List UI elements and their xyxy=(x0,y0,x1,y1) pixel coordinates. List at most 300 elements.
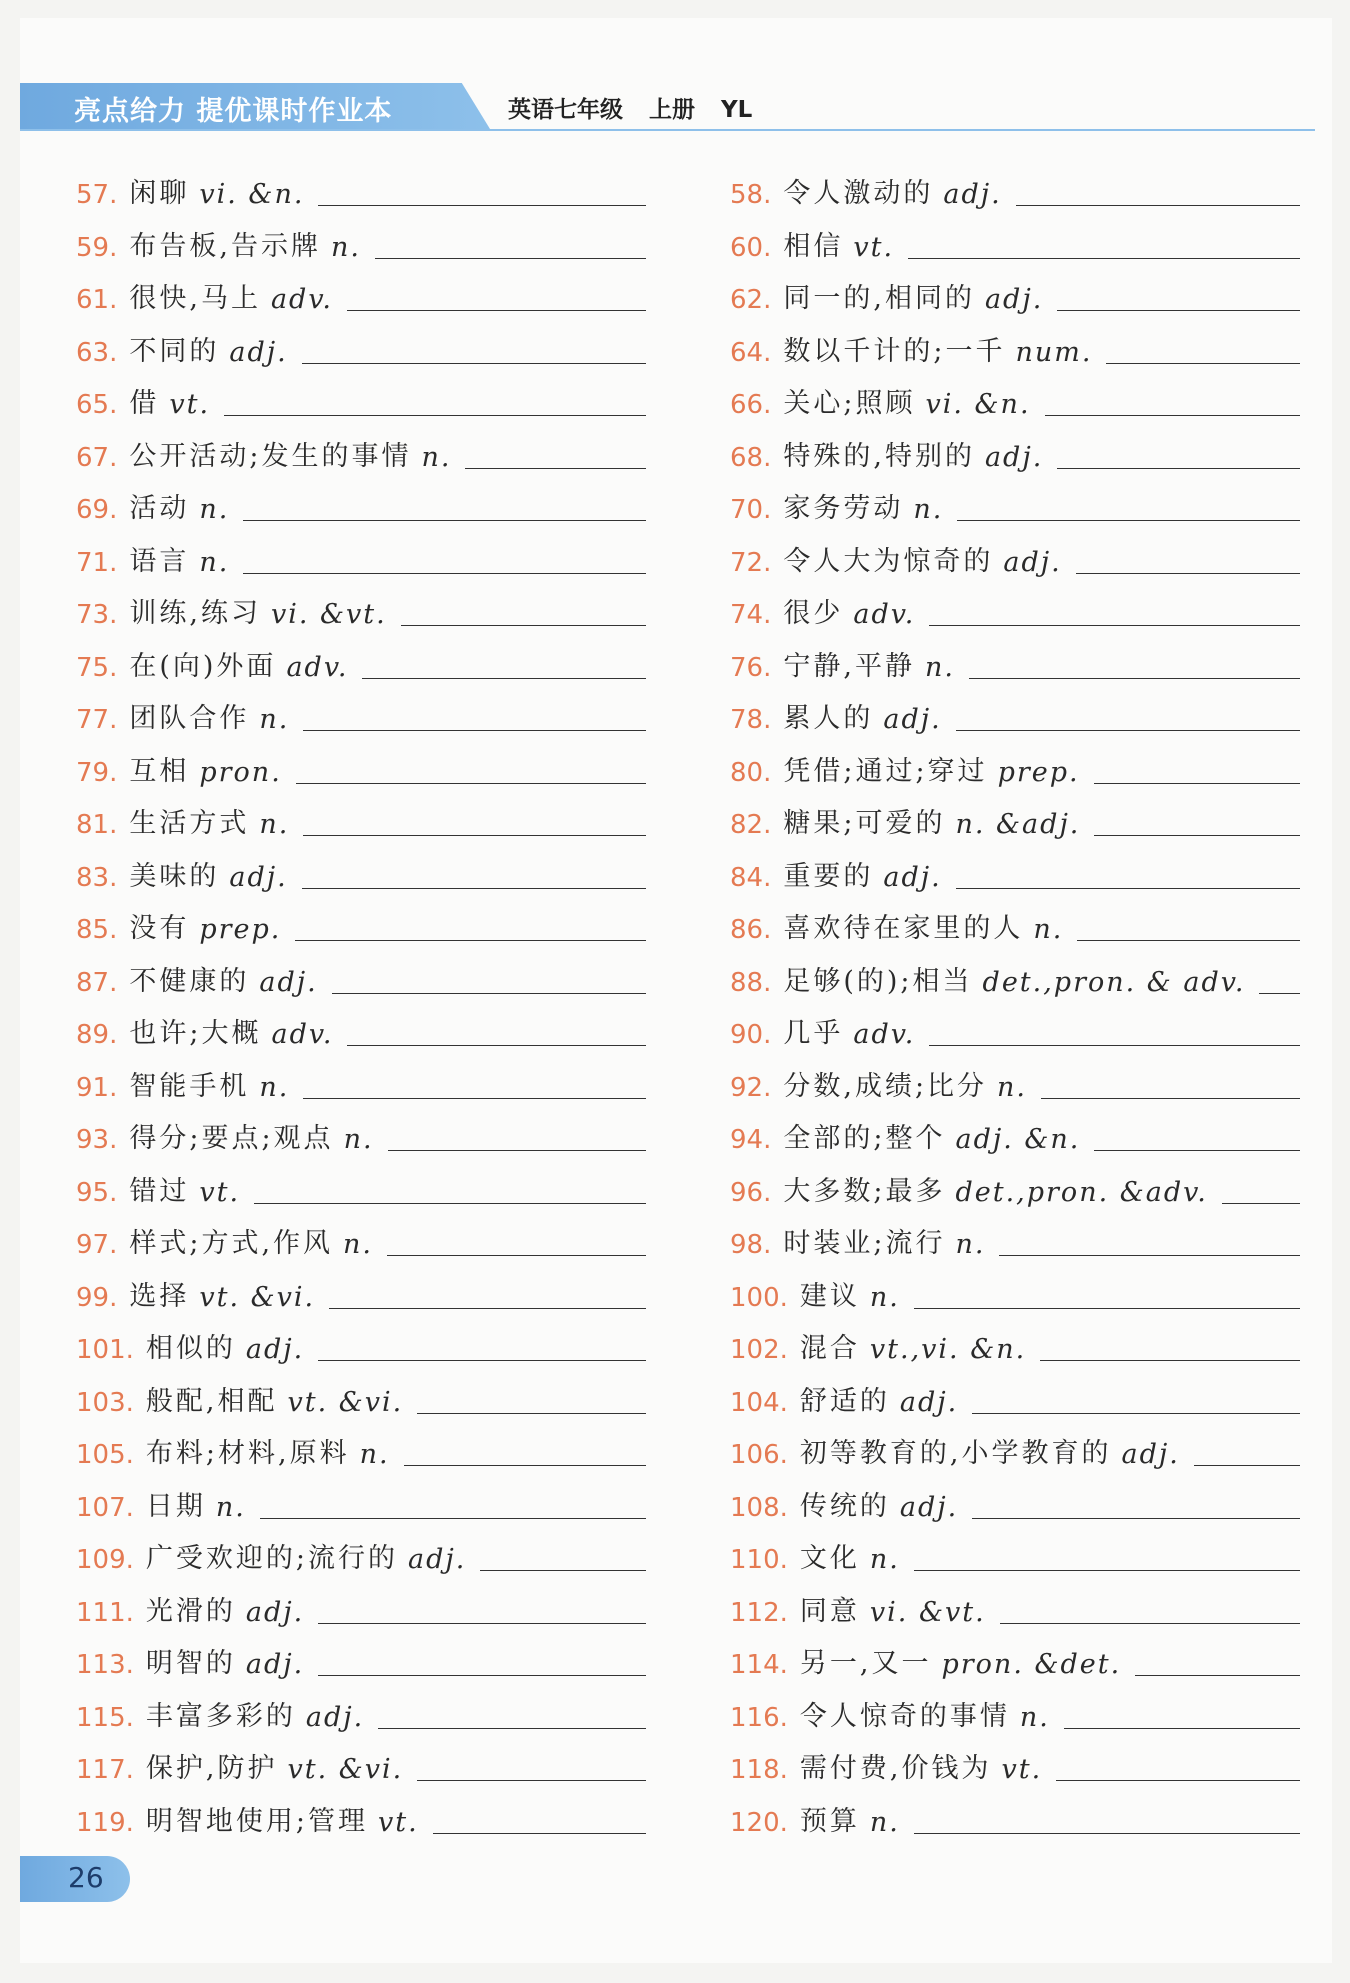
item-number: 117. xyxy=(76,1755,134,1785)
item-meaning: 般配,相配 xyxy=(145,1385,278,1417)
vocab-item xyxy=(730,901,1300,945)
answer-blank[interactable] xyxy=(302,362,646,364)
item-meaning: 智能手机 xyxy=(129,1070,250,1102)
item-number: 98. xyxy=(730,1230,772,1260)
answer-blank[interactable] xyxy=(296,782,646,784)
answer-blank[interactable] xyxy=(1056,1779,1300,1781)
worksheet-page xyxy=(20,18,1332,1963)
vocab-item xyxy=(730,1111,1300,1155)
answer-blank[interactable] xyxy=(972,1517,1300,1519)
answer-blank[interactable] xyxy=(972,1412,1300,1414)
item-meaning: 没有 xyxy=(129,913,190,944)
item-part-of-speech: adv. xyxy=(270,284,333,315)
answer-blank[interactable] xyxy=(347,1044,646,1046)
item-part-of-speech: adv. xyxy=(853,599,916,630)
item-part-of-speech: adj. xyxy=(883,861,942,893)
item-part-of-speech: n. xyxy=(997,1071,1028,1103)
item-meaning: 日期 xyxy=(145,1490,206,1522)
item-meaning: 借 xyxy=(129,388,160,419)
item-part-of-speech: adj. xyxy=(408,1544,467,1575)
item-part-of-speech: vt. xyxy=(853,231,895,263)
item-number: 73. xyxy=(76,600,118,630)
item-number: 80. xyxy=(730,757,772,788)
item-meaning: 相似的 xyxy=(145,1333,236,1364)
item-meaning: 在(向)外面 xyxy=(129,650,277,682)
item-meaning: 累人的 xyxy=(783,703,874,734)
brand-title: 亮点给力 提优课时作业本 xyxy=(74,96,393,127)
item-number: 60. xyxy=(730,232,772,263)
answer-blank[interactable] xyxy=(401,624,646,626)
item-number: 106. xyxy=(730,1440,788,1470)
item-number: 120. xyxy=(730,1807,788,1838)
answer-blank[interactable] xyxy=(914,1832,1300,1834)
vocab-item xyxy=(76,324,646,368)
item-part-of-speech: adj. xyxy=(883,704,942,735)
item-meaning: 活动 xyxy=(129,493,190,524)
item-part-of-speech: det.,pron. &adv. xyxy=(955,1176,1208,1208)
item-part-of-speech: vt. xyxy=(1001,1754,1043,1785)
item-number: 76. xyxy=(730,652,772,683)
item-meaning: 全部的;整个 xyxy=(783,1123,946,1154)
item-meaning: 大多数;最多 xyxy=(783,1175,946,1207)
vocab-item xyxy=(76,429,646,473)
item-meaning: 错过 xyxy=(129,1175,190,1207)
vocab-item xyxy=(730,744,1300,788)
item-meaning: 传统的 xyxy=(799,1490,890,1522)
item-part-of-speech: adj. xyxy=(899,1386,959,1418)
item-meaning: 家务劳动 xyxy=(783,493,904,524)
vocab-item xyxy=(76,1584,646,1628)
item-part-of-speech: n. xyxy=(869,1806,900,1838)
item-number: 109. xyxy=(76,1545,134,1575)
item-meaning: 预算 xyxy=(799,1805,860,1837)
vocab-item xyxy=(730,586,1300,630)
answer-blank[interactable] xyxy=(1057,467,1300,469)
answer-blank[interactable] xyxy=(224,414,646,416)
vocabulary-list xyxy=(76,166,1316,1846)
vocab-item xyxy=(730,1794,1300,1838)
vocab-item xyxy=(76,1374,646,1418)
item-number: 87. xyxy=(76,967,118,998)
item-part-of-speech: n. xyxy=(259,809,290,840)
item-number: 66. xyxy=(730,390,772,420)
answer-blank[interactable] xyxy=(1077,939,1300,941)
answer-blank[interactable] xyxy=(999,1254,1300,1256)
item-part-of-speech: vi. &vt. xyxy=(270,599,387,630)
item-meaning: 特殊的,特别的 xyxy=(783,440,975,472)
vocab-item xyxy=(730,1216,1300,1260)
vocab-item xyxy=(76,166,646,210)
page-number-tab xyxy=(20,1856,130,1902)
item-part-of-speech: n. xyxy=(199,546,230,578)
answer-blank[interactable] xyxy=(1222,1202,1300,1204)
item-part-of-speech: adj. xyxy=(984,441,1044,473)
item-meaning: 喜欢待在家里的人 xyxy=(783,913,1024,944)
answer-blank[interactable] xyxy=(914,1307,1300,1309)
item-number: 58. xyxy=(730,180,772,210)
item-part-of-speech: vt. &vi. xyxy=(287,1754,404,1785)
item-part-of-speech: adj. xyxy=(984,284,1044,315)
answer-blank[interactable] xyxy=(417,1412,646,1414)
item-part-of-speech: n. xyxy=(869,1544,900,1575)
answer-blank[interactable] xyxy=(303,729,646,731)
item-part-of-speech: n. xyxy=(421,441,452,473)
vocab-item xyxy=(76,691,646,735)
answer-blank[interactable] xyxy=(929,624,1300,626)
item-meaning: 样式;方式,作风 xyxy=(129,1228,334,1259)
vocab-item xyxy=(730,1689,1300,1733)
answer-blank[interactable] xyxy=(318,1622,646,1624)
item-meaning: 足够(的);相当 xyxy=(783,965,973,997)
vocab-item xyxy=(76,1111,646,1155)
answer-blank[interactable] xyxy=(332,992,646,994)
vocab-item xyxy=(76,901,646,945)
item-part-of-speech: n. xyxy=(359,1439,390,1470)
vocab-item xyxy=(730,376,1300,420)
vocab-item xyxy=(76,1531,646,1575)
vocab-item xyxy=(76,954,646,998)
answer-blank[interactable] xyxy=(302,887,646,889)
answer-blank[interactable] xyxy=(1057,309,1300,311)
vocab-item xyxy=(76,271,646,315)
item-number: 99. xyxy=(76,1282,118,1313)
item-number: 105. xyxy=(76,1440,134,1470)
item-number: 107. xyxy=(76,1492,134,1523)
item-part-of-speech: vt. &vi. xyxy=(199,1281,316,1313)
vocab-item xyxy=(730,1741,1300,1785)
item-part-of-speech: adj. xyxy=(305,1701,365,1733)
answer-blank[interactable] xyxy=(956,729,1300,731)
item-meaning: 很快,马上 xyxy=(129,283,261,314)
item-number: 84. xyxy=(730,862,772,893)
item-part-of-speech: vt.,vi. &n. xyxy=(869,1334,1027,1365)
answer-blank[interactable] xyxy=(347,309,646,311)
item-meaning: 选择 xyxy=(129,1280,190,1312)
item-meaning: 另一,又一 xyxy=(799,1648,932,1679)
item-part-of-speech: adj. xyxy=(1121,1439,1180,1470)
item-number: 78. xyxy=(730,705,772,735)
item-part-of-speech: adj. xyxy=(229,336,288,368)
item-part-of-speech: adj. xyxy=(245,1649,305,1680)
answer-blank[interactable] xyxy=(1016,204,1300,206)
vocab-item xyxy=(730,219,1300,263)
item-number: 74. xyxy=(730,600,772,630)
item-part-of-speech: n. xyxy=(343,1229,374,1260)
item-number: 72. xyxy=(730,547,772,578)
answer-blank[interactable] xyxy=(243,519,646,521)
item-meaning: 关心;照顾 xyxy=(783,388,916,419)
item-number: 69. xyxy=(76,495,118,525)
item-meaning: 布料;材料,原料 xyxy=(145,1438,350,1469)
item-number: 82. xyxy=(730,810,772,840)
item-number: 85. xyxy=(76,915,118,945)
item-meaning: 需付费,价钱为 xyxy=(799,1753,992,1784)
item-meaning: 同一的,相同的 xyxy=(783,283,975,314)
item-meaning: 美味的 xyxy=(129,860,220,892)
item-number: 65. xyxy=(76,390,118,420)
item-meaning: 互相 xyxy=(129,755,190,787)
vocab-item xyxy=(730,1584,1300,1628)
answer-blank[interactable] xyxy=(914,1569,1300,1571)
item-part-of-speech: det.,pron. & adv. xyxy=(982,966,1246,998)
item-part-of-speech: n. xyxy=(924,651,955,683)
item-part-of-speech: n. xyxy=(869,1281,900,1313)
item-meaning: 宁静,平静 xyxy=(783,650,915,682)
item-number: 81. xyxy=(76,810,118,840)
item-part-of-speech: adj. xyxy=(245,1596,305,1628)
item-meaning: 相信 xyxy=(783,230,844,262)
item-number: 67. xyxy=(76,442,118,473)
answer-blank[interactable] xyxy=(260,1517,646,1519)
answer-blank[interactable] xyxy=(1106,362,1300,364)
item-number: 88. xyxy=(730,967,772,998)
item-part-of-speech: adv. xyxy=(271,1019,334,1050)
vocab-item xyxy=(730,691,1300,735)
vocab-item xyxy=(730,849,1300,893)
item-number: 68. xyxy=(730,442,772,473)
item-part-of-speech: n. xyxy=(259,1071,290,1103)
answer-blank[interactable] xyxy=(1094,782,1300,784)
item-meaning: 令人大为惊奇的 xyxy=(783,545,994,577)
item-part-of-speech: adv. xyxy=(853,1019,916,1050)
item-number: 77. xyxy=(76,705,118,735)
item-meaning: 丰富多彩的 xyxy=(145,1700,296,1732)
item-number: 86. xyxy=(730,915,772,945)
item-meaning: 光滑的 xyxy=(145,1595,236,1627)
item-meaning: 布告板,告示牌 xyxy=(129,230,321,262)
vocab-item xyxy=(76,1006,646,1050)
page-number: 26 xyxy=(68,1861,104,1894)
item-part-of-speech: prep. xyxy=(199,914,282,945)
item-meaning: 不同的 xyxy=(129,335,220,367)
answer-blank[interactable] xyxy=(480,1569,646,1571)
item-number: 59. xyxy=(76,232,118,263)
vocab-item xyxy=(76,481,646,525)
vocab-item xyxy=(76,796,646,840)
item-number: 116. xyxy=(730,1702,788,1733)
vocab-item xyxy=(76,376,646,420)
answer-blank[interactable] xyxy=(908,257,1300,259)
item-number: 91. xyxy=(76,1072,118,1103)
header-rule xyxy=(20,129,1315,131)
vocab-item xyxy=(730,271,1300,315)
answer-blank[interactable] xyxy=(362,677,646,679)
item-meaning: 不健康的 xyxy=(129,965,250,997)
answer-blank[interactable] xyxy=(1094,834,1300,836)
item-number: 89. xyxy=(76,1020,118,1050)
item-meaning: 混合 xyxy=(799,1333,860,1364)
item-number: 63. xyxy=(76,337,118,368)
item-meaning: 得分;要点;观点 xyxy=(129,1123,334,1154)
vocab-item xyxy=(730,1321,1300,1365)
item-meaning: 也许;大概 xyxy=(129,1018,262,1049)
item-meaning: 很少 xyxy=(783,598,844,629)
item-number: 79. xyxy=(76,757,118,788)
vocab-item xyxy=(730,481,1300,525)
answer-blank[interactable] xyxy=(417,1779,646,1781)
vocab-item xyxy=(730,1164,1300,1208)
vocab-item xyxy=(76,1216,646,1260)
vocab-item xyxy=(730,1269,1300,1313)
item-meaning: 明智地使用;管理 xyxy=(145,1805,368,1837)
answer-blank[interactable] xyxy=(295,939,646,941)
item-meaning: 训练,练习 xyxy=(129,598,261,629)
item-part-of-speech: vi. &n. xyxy=(199,179,305,210)
item-meaning: 闲聊 xyxy=(129,178,190,209)
item-part-of-speech: vt. xyxy=(378,1806,419,1838)
item-part-of-speech: pron. xyxy=(199,756,282,788)
item-number: 104. xyxy=(730,1387,788,1418)
answer-blank[interactable] xyxy=(1041,1097,1300,1099)
answer-blank[interactable] xyxy=(1259,992,1300,994)
item-part-of-speech: num. xyxy=(1015,336,1093,368)
item-part-of-speech: n. xyxy=(955,1229,986,1260)
answer-blank[interactable] xyxy=(433,1832,646,1834)
item-number: 70. xyxy=(730,495,772,525)
item-meaning: 凭借;通过;穿过 xyxy=(783,755,988,787)
item-part-of-speech: adj. xyxy=(943,179,1002,210)
item-number: 101. xyxy=(76,1335,134,1365)
answer-blank[interactable] xyxy=(957,519,1300,521)
answer-blank[interactable] xyxy=(318,204,646,206)
item-meaning: 团队合作 xyxy=(129,703,250,734)
vocab-item xyxy=(76,219,646,263)
item-number: 71. xyxy=(76,547,118,578)
answer-blank[interactable] xyxy=(254,1202,646,1204)
vocab-item xyxy=(730,1531,1300,1575)
answer-blank[interactable] xyxy=(404,1464,646,1466)
answer-blank[interactable] xyxy=(318,1674,646,1676)
item-number: 114. xyxy=(730,1650,788,1680)
item-part-of-speech: prep. xyxy=(997,756,1080,788)
vocab-item xyxy=(76,639,646,683)
vocab-item xyxy=(730,954,1300,998)
item-number: 118. xyxy=(730,1755,788,1785)
vocab-item xyxy=(730,166,1300,210)
vocab-item xyxy=(76,1636,646,1680)
vocab-item xyxy=(730,1479,1300,1523)
answer-blank[interactable] xyxy=(1000,1622,1300,1624)
item-number: 61. xyxy=(76,285,118,315)
answer-blank[interactable] xyxy=(243,572,646,574)
vocab-item xyxy=(76,1321,646,1365)
answer-blank[interactable] xyxy=(1094,1149,1300,1151)
item-part-of-speech: adj. xyxy=(229,861,288,893)
page-header xyxy=(20,83,1332,153)
item-meaning: 舒适的 xyxy=(799,1385,890,1417)
vocab-item xyxy=(76,1794,646,1838)
item-number: 97. xyxy=(76,1230,118,1260)
item-part-of-speech: adj. xyxy=(1003,546,1062,578)
vocab-item xyxy=(76,849,646,893)
item-part-of-speech: adj. xyxy=(259,966,318,998)
answer-blank[interactable] xyxy=(378,1727,646,1729)
answer-blank[interactable] xyxy=(969,677,1300,679)
answer-blank[interactable] xyxy=(388,1149,646,1151)
item-number: 115. xyxy=(76,1702,134,1733)
answer-blank[interactable] xyxy=(303,1097,646,1099)
item-meaning: 广受欢迎的;流行的 xyxy=(145,1543,398,1574)
item-meaning: 文化 xyxy=(799,1543,860,1574)
item-part-of-speech: n. xyxy=(1033,914,1064,945)
vocab-item xyxy=(730,639,1300,683)
item-number: 111. xyxy=(76,1597,134,1628)
item-number: 83. xyxy=(76,862,118,893)
answer-blank[interactable] xyxy=(956,887,1300,889)
vocab-item xyxy=(76,1689,646,1733)
vocab-item xyxy=(730,1006,1300,1050)
answer-blank[interactable] xyxy=(303,834,646,836)
item-number: 112. xyxy=(730,1597,788,1628)
answer-blank[interactable] xyxy=(1040,1359,1300,1361)
answer-blank[interactable] xyxy=(1064,1727,1300,1729)
vocab-item xyxy=(76,1426,646,1470)
vocab-item xyxy=(730,1374,1300,1418)
item-number: 93. xyxy=(76,1125,118,1155)
item-number: 62. xyxy=(730,285,772,315)
item-part-of-speech: vi. &n. xyxy=(925,389,1031,420)
item-number: 94. xyxy=(730,1125,772,1155)
vocab-item xyxy=(730,534,1300,578)
vocab-item xyxy=(76,744,646,788)
answer-blank[interactable] xyxy=(1076,572,1300,574)
item-meaning: 同意 xyxy=(799,1595,860,1627)
item-part-of-speech: n. xyxy=(215,1491,246,1523)
answer-blank[interactable] xyxy=(329,1307,646,1309)
item-meaning: 令人激动的 xyxy=(783,178,934,209)
item-meaning: 建议 xyxy=(799,1280,860,1312)
vocab-item xyxy=(76,1479,646,1523)
vocab-item xyxy=(76,534,646,578)
answer-blank[interactable] xyxy=(387,1254,646,1256)
answer-blank[interactable] xyxy=(465,467,646,469)
item-part-of-speech: vt. xyxy=(169,389,211,420)
item-meaning: 保护,防护 xyxy=(145,1753,278,1784)
item-number: 96. xyxy=(730,1177,772,1208)
vocab-item xyxy=(76,1269,646,1313)
item-part-of-speech: n. xyxy=(199,494,230,525)
item-part-of-speech: n. xyxy=(330,231,361,263)
answer-blank[interactable] xyxy=(375,257,646,259)
answer-blank[interactable] xyxy=(1045,414,1300,416)
answer-blank[interactable] xyxy=(929,1044,1300,1046)
item-meaning: 分数,成绩;比分 xyxy=(783,1070,988,1102)
item-part-of-speech: n. xyxy=(1019,1701,1050,1733)
item-meaning: 语言 xyxy=(129,545,190,577)
item-meaning: 重要的 xyxy=(783,860,874,892)
item-part-of-speech: adj. xyxy=(899,1491,959,1523)
answer-blank[interactable] xyxy=(318,1359,646,1361)
vocab-item xyxy=(730,429,1300,473)
item-part-of-speech: vt. xyxy=(199,1176,241,1208)
item-meaning: 令人惊奇的事情 xyxy=(799,1700,1010,1732)
item-meaning: 明智的 xyxy=(145,1648,236,1679)
item-part-of-speech: vi. &vt. xyxy=(869,1596,986,1628)
item-number: 103. xyxy=(76,1387,134,1418)
item-part-of-speech: n. xyxy=(259,704,290,735)
item-meaning: 糖果;可爱的 xyxy=(783,808,946,839)
item-number: 100. xyxy=(730,1282,788,1313)
answer-blank[interactable] xyxy=(1194,1464,1300,1466)
answer-blank[interactable] xyxy=(1135,1674,1300,1676)
item-meaning: 时装业;流行 xyxy=(783,1228,946,1259)
vocab-item xyxy=(730,1426,1300,1470)
item-part-of-speech: n. xyxy=(913,494,944,525)
item-number: 95. xyxy=(76,1177,118,1208)
vocab-item xyxy=(730,1059,1300,1103)
item-number: 75. xyxy=(76,652,118,683)
item-number: 113. xyxy=(76,1650,134,1680)
